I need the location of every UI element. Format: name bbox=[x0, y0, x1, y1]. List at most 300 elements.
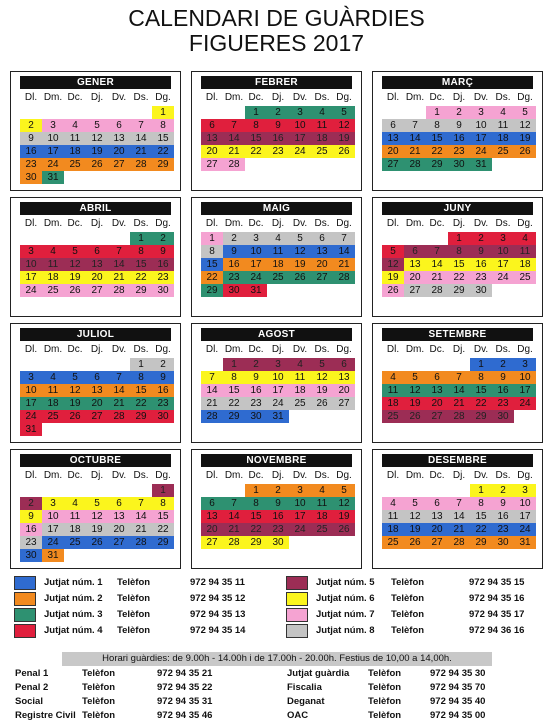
day-cell: 4 bbox=[514, 232, 536, 245]
day-cell: 21 bbox=[223, 145, 245, 158]
day-cell: 17 bbox=[42, 145, 64, 158]
contact-tel-label: Telèfon bbox=[368, 710, 402, 721]
day-cell: 14 bbox=[108, 258, 130, 271]
day-cell: 1 bbox=[130, 232, 152, 245]
day-cell: 10 bbox=[245, 245, 267, 258]
weekday-label: Dj. bbox=[90, 344, 104, 355]
weekday-label: Dc. bbox=[429, 218, 445, 229]
weekday-label: Dc. bbox=[67, 344, 83, 355]
weekday-label: Dm. bbox=[224, 344, 244, 355]
weekday-label: Ds. bbox=[495, 470, 511, 481]
legend-tel: 972 94 35 12 bbox=[190, 593, 246, 604]
day-cell: 18 bbox=[514, 258, 536, 271]
day-cell: 17 bbox=[289, 132, 311, 145]
day-cell: 23 bbox=[223, 271, 245, 284]
day-cell: 29 bbox=[470, 536, 492, 549]
day-cell: 9 bbox=[223, 245, 245, 258]
day-cell: 24 bbox=[289, 145, 311, 158]
day-cell: 21 bbox=[426, 271, 448, 284]
day-cell: 1 bbox=[470, 358, 492, 371]
day-cell: 4 bbox=[64, 119, 86, 132]
day-cell: 4 bbox=[267, 232, 289, 245]
day-cell: 23 bbox=[492, 397, 514, 410]
weekday-label: Ds. bbox=[133, 344, 149, 355]
day-cell: 27 bbox=[86, 284, 108, 297]
weekday-label: Dl. bbox=[24, 218, 38, 229]
contact-tel-label: Telèfon bbox=[82, 696, 116, 707]
weekday-label: Dv. bbox=[473, 92, 489, 103]
month-abril bbox=[10, 197, 181, 317]
weekday-label: Dl. bbox=[386, 470, 400, 481]
day-cell: 12 bbox=[64, 384, 86, 397]
day-cell: 28 bbox=[201, 410, 223, 423]
month-juny bbox=[372, 197, 543, 317]
day-cell: 8 bbox=[448, 245, 470, 258]
legend-tel-label: Telèfon bbox=[117, 609, 151, 620]
day-cell: 1 bbox=[245, 106, 267, 119]
day-cell: 17 bbox=[267, 384, 289, 397]
day-cell: 4 bbox=[492, 106, 514, 119]
day-cell: 11 bbox=[514, 245, 536, 258]
day-cell: 2 bbox=[267, 484, 289, 497]
day-cell: 25 bbox=[514, 271, 536, 284]
contact-label: Fiscalia bbox=[287, 682, 322, 693]
legend-item bbox=[14, 608, 264, 623]
day-cell: 13 bbox=[86, 258, 108, 271]
weekday-label: Dc. bbox=[248, 92, 264, 103]
day-cell: 13 bbox=[426, 510, 448, 523]
month-març bbox=[372, 71, 543, 191]
weekday-label: Ds. bbox=[495, 92, 511, 103]
day-cell: 3 bbox=[267, 358, 289, 371]
day-cell: 11 bbox=[311, 497, 333, 510]
day-cell: 16 bbox=[245, 384, 267, 397]
day-cell: 20 bbox=[426, 397, 448, 410]
day-cell: 17 bbox=[289, 510, 311, 523]
weekday-label: Dg. bbox=[336, 92, 352, 103]
day-cell: 10 bbox=[492, 245, 514, 258]
day-cell: 12 bbox=[404, 510, 426, 523]
day-cell: 5 bbox=[311, 358, 333, 371]
day-cell: 26 bbox=[64, 284, 86, 297]
day-cell: 7 bbox=[108, 371, 130, 384]
legend-item bbox=[286, 576, 536, 591]
day-cell: 12 bbox=[333, 119, 355, 132]
day-cell: 15 bbox=[152, 510, 174, 523]
day-cell: 13 bbox=[404, 258, 426, 271]
day-cell: 8 bbox=[245, 119, 267, 132]
day-cell: 5 bbox=[64, 371, 86, 384]
day-cell: 22 bbox=[152, 145, 174, 158]
day-cell: 4 bbox=[382, 497, 404, 510]
legend-item bbox=[286, 592, 536, 607]
weekday-label: Dj. bbox=[452, 344, 466, 355]
day-cell: 27 bbox=[108, 536, 130, 549]
day-cell: 23 bbox=[20, 158, 42, 171]
day-cell: 9 bbox=[492, 497, 514, 510]
day-cell: 21 bbox=[130, 523, 152, 536]
day-cell: 8 bbox=[470, 371, 492, 384]
day-cell: 15 bbox=[130, 384, 152, 397]
day-cell: 1 bbox=[245, 484, 267, 497]
day-cell: 1 bbox=[130, 358, 152, 371]
day-cell: 21 bbox=[201, 397, 223, 410]
day-cell: 23 bbox=[152, 397, 174, 410]
day-cell: 12 bbox=[514, 119, 536, 132]
day-cell: 6 bbox=[404, 245, 426, 258]
day-cell: 10 bbox=[470, 119, 492, 132]
day-cell: 25 bbox=[382, 410, 404, 423]
day-cell: 6 bbox=[108, 497, 130, 510]
day-cell: 15 bbox=[130, 258, 152, 271]
day-cell: 17 bbox=[20, 271, 42, 284]
contacts-list bbox=[10, 668, 543, 722]
day-cell: 12 bbox=[311, 371, 333, 384]
weekday-label: Ds. bbox=[314, 218, 330, 229]
day-cell: 29 bbox=[426, 158, 448, 171]
day-cell: 5 bbox=[514, 106, 536, 119]
day-cell: 2 bbox=[448, 106, 470, 119]
contact-tel: 972 94 35 21 bbox=[157, 668, 213, 679]
weekday-label: Dl. bbox=[24, 470, 38, 481]
day-cell: 15 bbox=[470, 510, 492, 523]
day-cell: 24 bbox=[20, 410, 42, 423]
day-cell: 30 bbox=[267, 536, 289, 549]
month-name: DESEMBRE bbox=[382, 454, 533, 467]
day-cell: 20 bbox=[201, 145, 223, 158]
day-cell: 3 bbox=[20, 371, 42, 384]
day-cell: 13 bbox=[86, 384, 108, 397]
day-cell: 18 bbox=[42, 397, 64, 410]
legend-tel-label: Telèfon bbox=[391, 609, 425, 620]
day-cell: 16 bbox=[20, 523, 42, 536]
day-cell: 8 bbox=[130, 245, 152, 258]
weekday-label: Dv. bbox=[292, 218, 308, 229]
day-cell: 3 bbox=[289, 106, 311, 119]
day-cell: 3 bbox=[470, 106, 492, 119]
day-cell: 9 bbox=[20, 510, 42, 523]
legend-tel-label: Telèfon bbox=[391, 577, 425, 588]
weekday-label: Dv. bbox=[292, 470, 308, 481]
weekday-label: Dv. bbox=[111, 92, 127, 103]
day-cell: 17 bbox=[470, 132, 492, 145]
title-line-1: CALENDARI DE GUÀRDIES bbox=[128, 5, 425, 31]
day-cell: 2 bbox=[152, 232, 174, 245]
day-cell: 5 bbox=[289, 232, 311, 245]
legend-tel: 972 94 35 14 bbox=[190, 625, 246, 636]
day-cell: 5 bbox=[382, 245, 404, 258]
weekday-label: Dl. bbox=[24, 92, 38, 103]
legend-swatch bbox=[14, 624, 36, 638]
day-cell: 17 bbox=[514, 384, 536, 397]
legend-tel: 972 94 35 13 bbox=[190, 609, 246, 620]
contact-label: Social bbox=[15, 696, 43, 707]
legend-label: Jutjat núm. 6 bbox=[316, 593, 375, 604]
legend-swatch bbox=[286, 592, 308, 606]
contact-tel-label: Telèfon bbox=[82, 682, 116, 693]
day-cell: 11 bbox=[492, 119, 514, 132]
month-novembre bbox=[191, 449, 362, 569]
day-cell: 11 bbox=[42, 384, 64, 397]
weekday-label: Dv. bbox=[473, 470, 489, 481]
day-cell: 7 bbox=[108, 245, 130, 258]
month-name: NOVEMBRE bbox=[201, 454, 352, 467]
day-cell: 29 bbox=[245, 536, 267, 549]
legend-item bbox=[286, 624, 536, 639]
weekday-label: Dc. bbox=[67, 218, 83, 229]
day-cell: 13 bbox=[201, 132, 223, 145]
day-cell: 22 bbox=[223, 397, 245, 410]
day-cell: 5 bbox=[86, 497, 108, 510]
day-cell: 3 bbox=[514, 484, 536, 497]
legend-item bbox=[14, 592, 264, 607]
day-cell: 7 bbox=[448, 371, 470, 384]
day-cell: 3 bbox=[492, 232, 514, 245]
day-cell: 24 bbox=[245, 271, 267, 284]
day-cell: 26 bbox=[382, 284, 404, 297]
day-cell: 27 bbox=[108, 158, 130, 171]
day-cell: 30 bbox=[448, 158, 470, 171]
weekday-label: Ds. bbox=[495, 344, 511, 355]
day-cell: 26 bbox=[289, 271, 311, 284]
day-cell: 16 bbox=[152, 384, 174, 397]
legend-swatch bbox=[286, 576, 308, 590]
day-cell: 26 bbox=[311, 397, 333, 410]
contact-tel: 972 94 35 22 bbox=[157, 682, 213, 693]
day-cell: 13 bbox=[426, 384, 448, 397]
contact-tel-label: Telèfon bbox=[368, 682, 402, 693]
day-cell: 8 bbox=[245, 497, 267, 510]
month-setembre bbox=[372, 323, 543, 443]
day-cell: 30 bbox=[492, 536, 514, 549]
day-cell: 30 bbox=[245, 410, 267, 423]
day-cell: 12 bbox=[86, 132, 108, 145]
day-cell: 30 bbox=[152, 284, 174, 297]
month-name: GENER bbox=[20, 76, 171, 89]
day-cell: 14 bbox=[223, 132, 245, 145]
day-cell: 28 bbox=[130, 158, 152, 171]
day-cell: 21 bbox=[108, 397, 130, 410]
weekday-label: Dv. bbox=[473, 344, 489, 355]
day-cell: 24 bbox=[514, 523, 536, 536]
weekday-label: Dj. bbox=[271, 218, 285, 229]
day-cell: 19 bbox=[514, 132, 536, 145]
weekday-label: Dm. bbox=[224, 92, 244, 103]
weekday-label: Dm. bbox=[405, 344, 425, 355]
day-cell: 12 bbox=[333, 497, 355, 510]
legend-tel: 972 94 35 16 bbox=[469, 593, 525, 604]
legend-label: Jutjat núm. 8 bbox=[316, 625, 375, 636]
day-cell: 9 bbox=[152, 245, 174, 258]
legend-tel: 972 94 35 15 bbox=[469, 577, 525, 588]
day-cell: 22 bbox=[245, 523, 267, 536]
day-cell: 15 bbox=[223, 384, 245, 397]
day-cell: 22 bbox=[470, 523, 492, 536]
day-cell: 21 bbox=[448, 397, 470, 410]
day-cell: 26 bbox=[514, 145, 536, 158]
day-cell: 21 bbox=[404, 145, 426, 158]
day-cell: 16 bbox=[448, 132, 470, 145]
day-cell: 11 bbox=[382, 384, 404, 397]
day-cell: 13 bbox=[311, 245, 333, 258]
day-cell: 2 bbox=[245, 358, 267, 371]
day-cell: 26 bbox=[404, 536, 426, 549]
day-cell: 10 bbox=[267, 371, 289, 384]
day-cell: 8 bbox=[470, 497, 492, 510]
day-cell: 27 bbox=[426, 536, 448, 549]
day-cell: 16 bbox=[223, 258, 245, 271]
day-cell: 15 bbox=[448, 258, 470, 271]
day-cell: 28 bbox=[426, 284, 448, 297]
weekday-label: Ds. bbox=[314, 92, 330, 103]
day-cell: 6 bbox=[86, 245, 108, 258]
day-cell: 10 bbox=[20, 258, 42, 271]
weekday-label: Dg. bbox=[155, 344, 171, 355]
weekday-label: Dc. bbox=[429, 92, 445, 103]
day-cell: 13 bbox=[382, 132, 404, 145]
weekday-label: Dg. bbox=[155, 92, 171, 103]
day-cell: 25 bbox=[64, 158, 86, 171]
day-cell: 6 bbox=[426, 371, 448, 384]
day-cell: 28 bbox=[404, 158, 426, 171]
weekday-label: Dg. bbox=[336, 218, 352, 229]
weekday-label: Dc. bbox=[67, 470, 83, 481]
day-cell: 31 bbox=[245, 284, 267, 297]
legend-tel-label: Telèfon bbox=[117, 625, 151, 636]
day-cell: 17 bbox=[492, 258, 514, 271]
day-cell: 14 bbox=[108, 384, 130, 397]
month-agost bbox=[191, 323, 362, 443]
day-cell: 20 bbox=[333, 384, 355, 397]
weekday-label: Dm. bbox=[405, 470, 425, 481]
legend-tel-label: Telèfon bbox=[117, 593, 151, 604]
day-cell: 18 bbox=[311, 132, 333, 145]
day-cell: 4 bbox=[289, 358, 311, 371]
contact-tel: 972 94 35 46 bbox=[157, 710, 213, 721]
day-cell: 12 bbox=[64, 258, 86, 271]
day-cell: 10 bbox=[289, 119, 311, 132]
day-cell: 22 bbox=[448, 271, 470, 284]
day-cell: 29 bbox=[130, 410, 152, 423]
weekday-label: Dg. bbox=[336, 470, 352, 481]
day-cell: 2 bbox=[492, 358, 514, 371]
weekday-label: Dl. bbox=[205, 470, 219, 481]
day-cell: 6 bbox=[201, 497, 223, 510]
day-cell: 14 bbox=[201, 384, 223, 397]
weekday-label: Dc. bbox=[248, 218, 264, 229]
day-cell: 20 bbox=[201, 523, 223, 536]
day-cell: 26 bbox=[404, 410, 426, 423]
legend-item bbox=[14, 624, 264, 639]
day-cell: 1 bbox=[223, 358, 245, 371]
day-cell: 2 bbox=[152, 358, 174, 371]
day-cell: 20 bbox=[404, 271, 426, 284]
day-cell: 27 bbox=[86, 410, 108, 423]
contact-tel-label: Telèfon bbox=[82, 710, 116, 721]
day-cell: 19 bbox=[64, 397, 86, 410]
weekday-label: Dj. bbox=[271, 470, 285, 481]
legend-swatch bbox=[14, 592, 36, 606]
contact-tel: 972 94 35 70 bbox=[430, 682, 486, 693]
weekday-label: Dl. bbox=[386, 344, 400, 355]
weekday-label: Dj. bbox=[452, 470, 466, 481]
day-cell: 10 bbox=[289, 497, 311, 510]
day-cell: 27 bbox=[201, 536, 223, 549]
day-cell: 16 bbox=[492, 510, 514, 523]
day-cell: 10 bbox=[514, 371, 536, 384]
day-cell: 22 bbox=[201, 271, 223, 284]
day-cell: 24 bbox=[42, 536, 64, 549]
day-cell: 28 bbox=[223, 158, 245, 171]
day-cell: 23 bbox=[448, 145, 470, 158]
day-cell: 28 bbox=[130, 536, 152, 549]
legend-label: Jutjat núm. 1 bbox=[44, 577, 103, 588]
weekday-label: Dc. bbox=[429, 470, 445, 481]
day-cell: 14 bbox=[223, 510, 245, 523]
day-cell: 18 bbox=[492, 132, 514, 145]
weekday-label: Dm. bbox=[405, 92, 425, 103]
month-name: MARÇ bbox=[382, 76, 533, 89]
day-cell: 18 bbox=[311, 510, 333, 523]
day-cell: 3 bbox=[42, 497, 64, 510]
day-cell: 13 bbox=[333, 371, 355, 384]
day-cell: 23 bbox=[492, 523, 514, 536]
day-cell: 21 bbox=[223, 523, 245, 536]
day-cell: 25 bbox=[382, 536, 404, 549]
day-cell: 26 bbox=[86, 536, 108, 549]
month-name: FEBRER bbox=[201, 76, 352, 89]
day-cell: 28 bbox=[108, 410, 130, 423]
day-cell: 24 bbox=[289, 523, 311, 536]
day-cell: 28 bbox=[448, 536, 470, 549]
month-name: ABRIL bbox=[20, 202, 171, 215]
day-cell: 30 bbox=[470, 284, 492, 297]
day-cell: 1 bbox=[448, 232, 470, 245]
day-cell: 4 bbox=[311, 484, 333, 497]
day-cell: 19 bbox=[86, 145, 108, 158]
legend-tel-label: Telèfon bbox=[391, 625, 425, 636]
day-cell: 11 bbox=[382, 510, 404, 523]
day-cell: 23 bbox=[267, 145, 289, 158]
day-cell: 24 bbox=[267, 397, 289, 410]
legend-item bbox=[14, 576, 264, 591]
day-cell: 30 bbox=[152, 410, 174, 423]
day-cell: 14 bbox=[448, 510, 470, 523]
month-name: JUNY bbox=[382, 202, 533, 215]
day-cell: 8 bbox=[201, 245, 223, 258]
month-octubre bbox=[10, 449, 181, 569]
day-cell: 31 bbox=[514, 536, 536, 549]
legend-swatch bbox=[14, 608, 36, 622]
day-cell: 21 bbox=[448, 523, 470, 536]
day-cell: 25 bbox=[492, 145, 514, 158]
hours-note: Horari guàrdies: de 9.00h - 14.00h i de 17.00h - 20.00h. Festius de 10,00 a 14,00h. bbox=[62, 652, 492, 666]
day-cell: 29 bbox=[223, 410, 245, 423]
day-cell: 14 bbox=[426, 258, 448, 271]
day-cell: 29 bbox=[448, 284, 470, 297]
weekday-label: Dc. bbox=[67, 92, 83, 103]
contact-label: Penal 2 bbox=[15, 682, 49, 693]
day-cell: 4 bbox=[42, 245, 64, 258]
day-cell: 27 bbox=[426, 410, 448, 423]
contact-tel-label: Telèfon bbox=[82, 668, 116, 679]
weekday-label: Dl. bbox=[386, 218, 400, 229]
day-cell: 15 bbox=[245, 510, 267, 523]
month-name: SETEMBRE bbox=[382, 328, 533, 341]
day-cell: 26 bbox=[86, 158, 108, 171]
day-cell: 11 bbox=[64, 510, 86, 523]
day-cell: 20 bbox=[108, 523, 130, 536]
